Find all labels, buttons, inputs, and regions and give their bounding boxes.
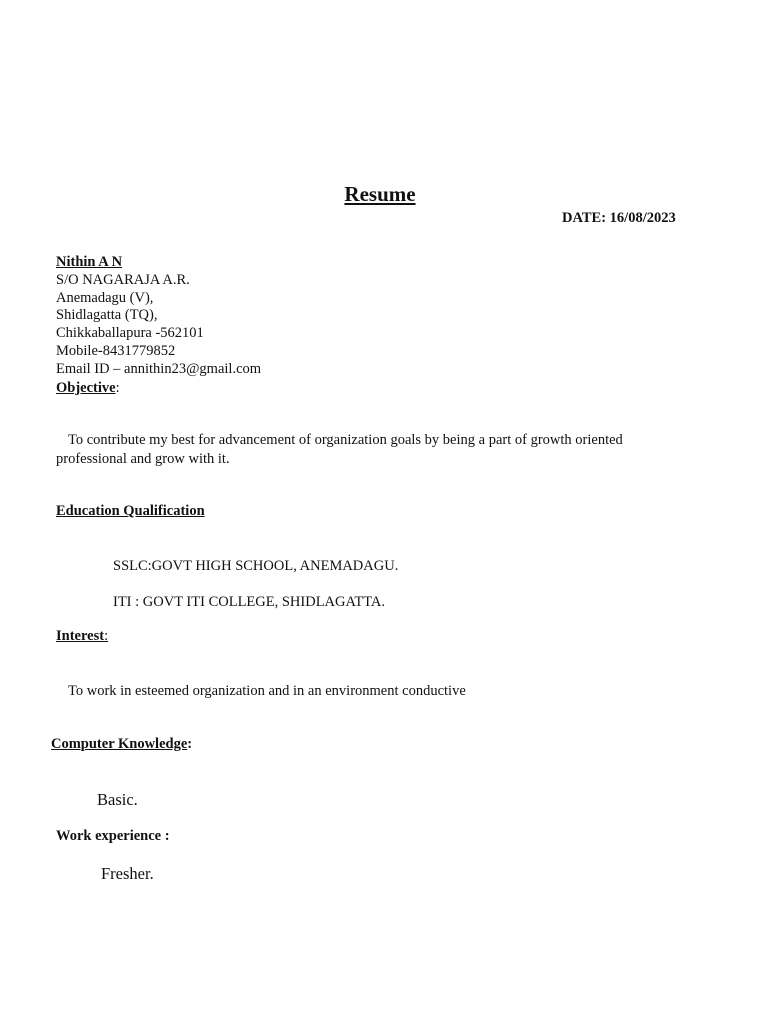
interest-text: To work in esteemed organization and in an environment conductive: [68, 683, 466, 699]
address-district: Chikkaballapura -562101: [56, 325, 204, 342]
objective-colon: :: [115, 380, 120, 396]
father-name: S/O NAGARAJA A.R.: [56, 271, 190, 288]
objective-heading-text: Objective: [56, 380, 116, 396]
email-address: Email ID – annithin23@gmail.com: [56, 360, 262, 377]
date-label: DATE: 16/08/2023: [562, 210, 676, 226]
candidate-name: Nithin A N: [56, 254, 123, 270]
interest-heading: [56, 628, 108, 645]
work-experience-heading: Work experience :: [56, 828, 170, 844]
objective-text-line-1: To contribute my best for advancement of organization goals by being a part of growth oriented: [68, 432, 623, 448]
objective-heading: [56, 380, 120, 397]
computer-knowledge-value: Basic.: [97, 790, 138, 809]
education-heading: Education Qualification: [56, 503, 205, 519]
address-village: Anemadagu (V),: [56, 289, 154, 306]
interest-colon: :: [104, 628, 109, 644]
address-taluk: Shidlagatta (TQ),: [56, 307, 158, 324]
interest-heading-text: Interest: [56, 628, 105, 644]
education-item: ITI : GOVT ITI COLLEGE, SHIDLAGATTA.: [113, 594, 386, 610]
objective-text-line-2: professional and grow with it.: [56, 451, 230, 467]
page-title: Resume: [344, 182, 416, 206]
work-experience-value: Fresher.: [101, 864, 154, 883]
education-item: SSLC:GOVT HIGH SCHOOL, ANEMADAGU.: [113, 558, 399, 574]
computer-knowledge-colon: :: [187, 736, 193, 752]
mobile-number: Mobile-8431779852: [56, 342, 176, 359]
computer-knowledge-heading-text: Computer Knowledge: [51, 736, 188, 752]
computer-knowledge-heading: [51, 736, 192, 753]
contact-block: [56, 254, 261, 379]
